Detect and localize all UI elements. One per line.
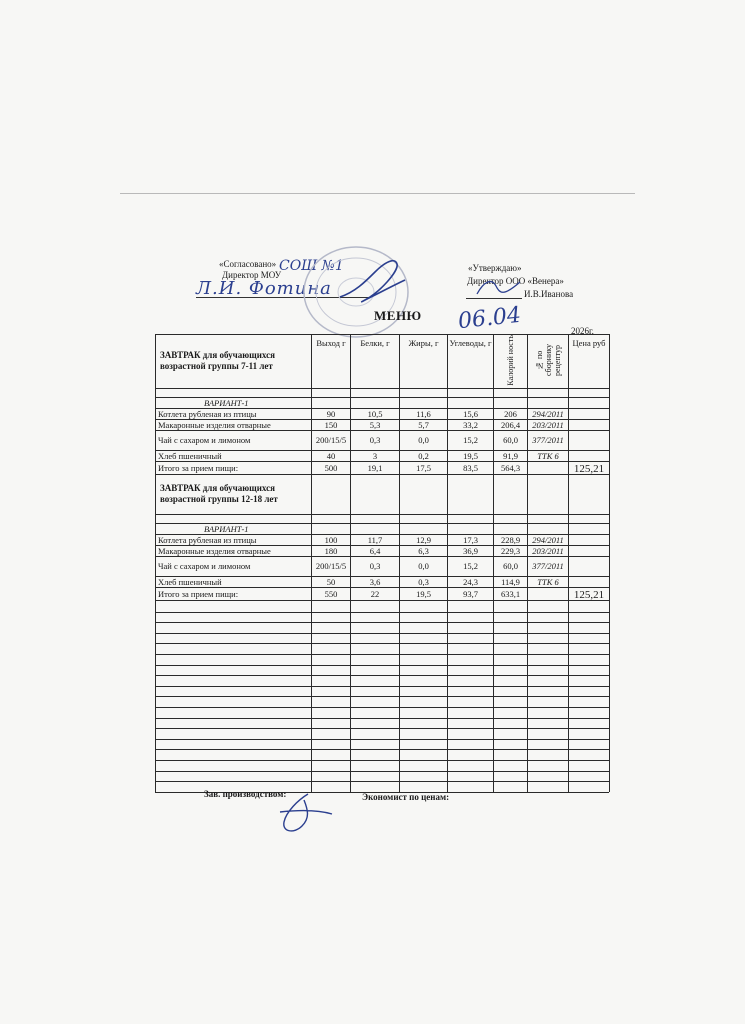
empty-row-line	[155, 739, 609, 740]
empty-col-line	[350, 601, 351, 792]
agreed-name-handwritten: Л.И. Фотина	[196, 278, 332, 299]
empty-row-line	[155, 728, 609, 729]
section1-total-price: 125,21	[569, 461, 610, 474]
empty-col-line	[493, 601, 494, 792]
col-output: Выход г	[312, 335, 351, 389]
empty-row-line	[155, 622, 609, 623]
scan-divider-line	[120, 193, 635, 194]
table-row: Чай с сахаром и лимоном 200/15/5 0,3 0,0 15,2 60,0 377/2011	[156, 430, 610, 450]
section2-total-price: 125,21	[569, 587, 610, 600]
menu-table	[155, 334, 610, 601]
section1-total-row: Итого за прием пищи: 500 19,1 17,5 83,5 564,3 125,21	[156, 461, 610, 474]
production-head-signature	[268, 790, 338, 840]
section2-variant-row	[156, 523, 610, 534]
empty-col-line	[447, 601, 448, 792]
director-signature	[335, 252, 415, 312]
empty-row-line	[155, 686, 609, 687]
section2-total-row: Итого за прием пищи: 550 22 19,5 93,7 633,1 125,21	[156, 587, 610, 600]
col-proteins: Белки, г	[351, 335, 400, 389]
approved-name: И.В.Иванова	[524, 289, 574, 299]
production-head-label: Зав. производством:	[204, 789, 287, 799]
empty-col-line	[568, 601, 569, 792]
empty-row-line	[155, 749, 609, 750]
empty-row-line	[155, 665, 609, 666]
empty-row-line	[155, 718, 609, 719]
price-economist-label: Экономист по ценам:	[362, 792, 450, 802]
empty-row-line	[155, 612, 609, 613]
spacer-row	[156, 388, 610, 397]
empty-col-line	[609, 601, 610, 792]
empty-row-line	[155, 675, 609, 676]
empty-col-line	[399, 601, 400, 792]
table-row: Макаронные изделия отварные 180 6,4 6,3 36,9 229,3 203/2011	[156, 545, 610, 556]
agreed-director: Директор МОУ	[222, 270, 282, 280]
empty-row-line	[155, 643, 609, 644]
section1-variant-row	[156, 397, 610, 408]
approved-director: Директор ООО «Венера»	[467, 276, 564, 286]
table-row: Макаронные изделия отварные 150 5,3 5,7 33,2 206,4 203/2011	[156, 419, 610, 430]
table-row: Хлеб пшеничный 50 3,6 0,3 24,3 114,9 ТТК 6	[156, 576, 610, 587]
table-row: Хлеб пшеничный 40 3 0,2 19,5 91,9 ТТК 6	[156, 450, 610, 461]
approved-signature	[474, 276, 524, 300]
menu-title: МЕНЮ	[374, 308, 422, 323]
col-calories: Калорий ность	[506, 335, 515, 386]
empty-row-line	[155, 771, 609, 772]
agreed-school-handwritten: СОШ №1	[279, 258, 344, 274]
section1-variant: ВАРИАНТ-1	[156, 397, 312, 408]
section1-title: ЗАВТРАК для обучающихся возрастной группы 7-11 лет	[156, 335, 312, 389]
empty-row-line	[155, 696, 609, 697]
spacer-row	[156, 514, 610, 523]
menu-date-handwritten: 06.04	[456, 302, 523, 335]
empty-row-line	[155, 633, 609, 634]
approved-label: «Утверждаю»	[468, 263, 522, 273]
section2-header-row	[156, 474, 610, 514]
section2-title: ЗАВТРАК для обучающихся возрастной группы 12-18 лет	[156, 474, 312, 514]
col-fats: Жиры, г	[400, 335, 448, 389]
agreed-label: «Согласовано»	[219, 259, 277, 269]
empty-row-line	[155, 781, 609, 782]
menu-year: 2026г.	[571, 326, 594, 336]
col-carbs: Углеводы, г	[448, 335, 494, 389]
empty-col-line	[155, 601, 156, 792]
empty-row-line	[155, 707, 609, 708]
table-row: Чай с сахаром и лимоном 200/15/5 0,3 0,0 15,2 60,0 377/2011	[156, 556, 610, 576]
col-price: Цена руб	[569, 335, 610, 389]
table-header-row	[156, 335, 610, 389]
empty-col-line	[311, 601, 312, 792]
table-row: Котлета рубленая из птицы 90 10,5 11,6 15,6 206 294/2011	[156, 408, 610, 419]
table-row: Котлета рубленая из птицы 100 11,7 12,9 17,3 228,9 294/2011	[156, 534, 610, 545]
section2-variant: ВАРИАНТ-1	[156, 523, 312, 534]
empty-col-line	[527, 601, 528, 792]
empty-row-line	[155, 760, 609, 761]
col-recipe: № по сборнику рецептур	[534, 344, 562, 377]
empty-row-line	[155, 654, 609, 655]
